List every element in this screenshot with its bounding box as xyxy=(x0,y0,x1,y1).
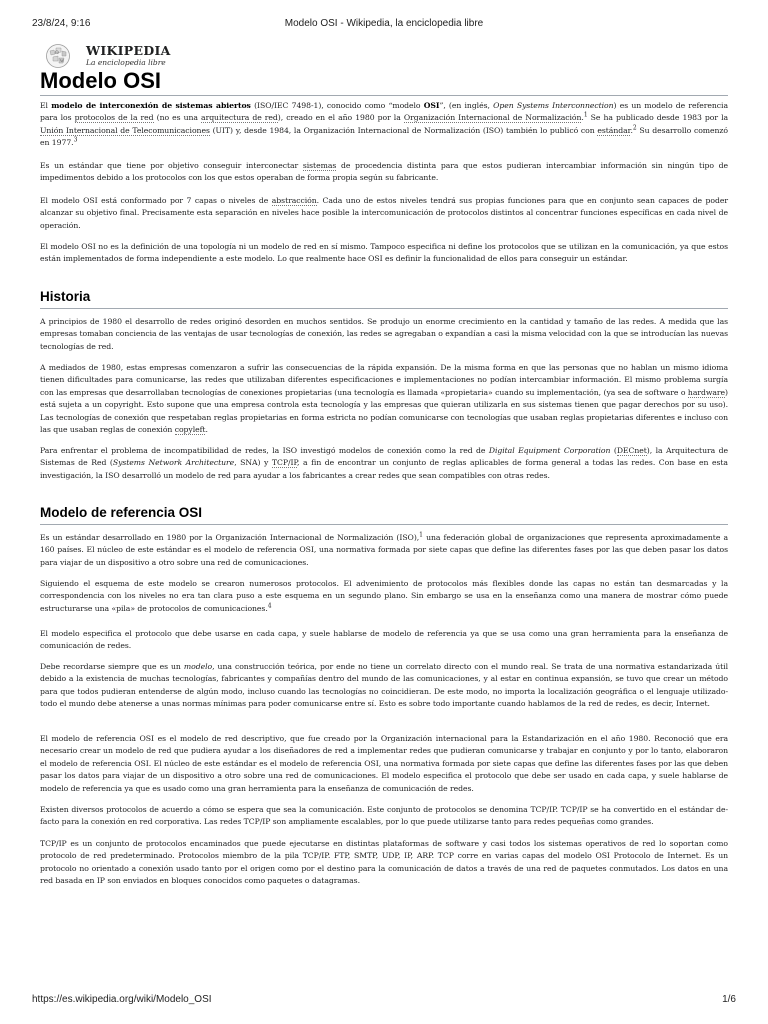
svg-text:W: W xyxy=(60,58,65,63)
text: . xyxy=(581,113,584,123)
reference-3[interactable]: 3 xyxy=(73,136,78,144)
text: , SNA) y xyxy=(234,458,272,468)
text: Es un estándar que tiene por objetivo conseguir interconectar xyxy=(40,161,303,170)
historia-paragraph-3 xyxy=(40,445,728,482)
text: ) está sujeta a un copyright. Esto supone que una empresa controla esta tecnología y las empresas que quieran utilizarla en sus sistemas tienen que pagar derechos por su uso). Las tecnologías de conexión que respetaban reglas propietarias en forma estricta no podían comunicarse con tecnologías que usaban reglas propietarias diferentes e incluso con las que usaban reglas de conexión xyxy=(40,387,728,435)
text: Se ha publicado desde 1983 por la xyxy=(587,113,729,123)
print-footer xyxy=(32,994,736,1008)
print-url[interactable]: https://es.wikipedia.org/wiki/Modelo_OSI xyxy=(32,994,212,1005)
text: El xyxy=(40,101,52,110)
text: ”, (en inglés, xyxy=(439,101,494,110)
text: . xyxy=(205,425,208,435)
text: Siguiendo el esquema de este modelo se crearon numerosos protocolos. El advenimiento de protocolos más flexibles donde las capas no están tan desmarcadas y la correspondencia con los niveles no era tan clara puso a este esquema en un segundo plano. Sin embargo se usa en la enseñanza como una manera de mostrar cómo puede estructurarse una «pila» de protocolos de comunicaciones. xyxy=(40,579,728,613)
link-decnet[interactable]: DECnet xyxy=(616,446,647,455)
modelo-paragraph-3: El modelo especifica el protocolo que debe usarse en cada capa, y suele hablarse de modelo de referencia ya que se usa como una gran herramienta para la enseñanza de comunicación de redes. xyxy=(40,629,728,651)
italic-term: modelo xyxy=(183,662,213,671)
modelo-paragraph-7: TCP/IP es un conjunto de protocolos encaminados que puede ejecutarse en distintas plataformas de software y casi todos los sistemas operativos de red lo soportan como protocolo de red predeterminado. Protocolos miembro de la pila TCP/IP. FTP, SMTP, UDP, IP, ARP. TCP corre en varias capas del modelo OSI Protocolo de Internet. Es un protocolo no orientado a conexión usado tanto por el origen como por el destino para la comunicación de datos a través de una red de paquetes conmutados. Los datos en una red basada en IP son enviados en bloques conocidos como paquetes o datagramas. xyxy=(40,839,728,886)
link-tcp-ip[interactable]: TCP/IP xyxy=(271,458,298,468)
link-uit[interactable]: Unión Internacional de Telecomunicaciones xyxy=(40,125,210,135)
text: Su desarrollo comenzó en 1977. xyxy=(40,125,729,148)
wikipedia-wordmark: WIKIPEDIA xyxy=(86,43,171,58)
title-divider xyxy=(40,95,728,96)
text: (no es una xyxy=(153,113,202,123)
text: , a fin de encontrar un conjunto de reglas aplicables de forma general a todas las redes. Con base en esta investigación, la ISO desarrolló un modelo de red para ayudar a los fabricantes a crear redes que sean compatibles con otras redes. xyxy=(40,458,728,480)
text: A mediados de 1980, estas empresas comenzaron a sufrir las consecuencias de la rápida expansión. De la misma forma en que las personas que no hablan un mismo idioma tienen dificultades para comunicarse, las redes que utilizaban diferentes especificaciones e implementaciones no podían intercambiar información. El mismo problema surgía con las empresas que desarrollaban tecnologías de conexiones propietarias (una tecnología es llamada «propietaria» cuando su implementación, (ya sea de software o xyxy=(40,363,728,397)
text: Es un estándar desarrollado en 1980 por la Organización Internacional de Normalización (ISO), xyxy=(40,533,420,542)
print-datetime: 23/8/24, 9:16 xyxy=(32,18,91,29)
print-header xyxy=(32,18,736,32)
text: . xyxy=(630,125,633,135)
text: , una construcción teórica, por ende no tiene un correlato directo con el mundo real. Se trata de una normativa estandarizada útil debido a la existencia de muchas tecnologías, fabricantes y compañías dentro del mundo de las comunicaciones, y al estar en continua expansión, se tuvo que crear un método para que todos pudieran entenderse de algún modo, incluso cuando las tecnologías no coincidieran. De este modo, no importa la localización geográfica o el lenguaje utilizado- todo el mundo debe atenerse a unas normas mínimas para poder comunicarse entre sí. Esto es sobre todo importante cuando hablamos de la red de redes, es decir, Internet. xyxy=(40,662,728,709)
text: Debe recordarse siempre que es un xyxy=(40,662,184,671)
print-page-number: 1/6 xyxy=(722,994,736,1005)
intro-paragraph-2 xyxy=(40,160,728,185)
text: (UIT) y, desde 1984, la Organización Internacional de Normalización (ISO) también lo publicó con xyxy=(209,125,598,135)
reference-2[interactable]: 2 xyxy=(632,124,637,132)
text: . Cada uno de estos niveles tendrá sus propias funciones para que en conjunto sean capaces de poder alcanzar su objetivo final. Precisamente esta separación en niveles hace posible la intercomunicación de protocolos distintos al concentrar funciones específicas en cada nivel de operación. xyxy=(40,196,728,230)
section-divider xyxy=(40,524,728,525)
historia-paragraph-1: A principios de 1980 el desarrollo de redes originó desorden en muchos sentidos. Se produjo un enorme crecimiento en la cantidad y tamaño de las redes. A medida que las empresas tomaban conciencia de las ventajas de usar tecnologías de conexión, las redes se agregaban o expandían a casi la misma velocidad con la que se introducían las nuevas tecnologías de red. xyxy=(40,317,728,351)
wikipedia-globe-icon xyxy=(44,43,80,69)
intro-paragraph-3 xyxy=(40,195,728,232)
page-title: Modelo OSI xyxy=(40,68,161,93)
text: Para enfrentar el problema de incompatibilidad de redes, la ISO investigó modelos de conexión como la red de xyxy=(40,446,489,455)
link-estandar[interactable]: estándar xyxy=(597,125,631,135)
text: ) es un modelo de referencia para los xyxy=(40,101,728,123)
link-organizacion-internacional[interactable]: Organización Internacional de Normalización xyxy=(403,113,582,123)
reference-1[interactable]: 1 xyxy=(583,111,588,119)
italic-term: Systems Network Architecture xyxy=(112,458,235,468)
svg-text:Ω: Ω xyxy=(55,51,59,56)
modelo-paragraph-5: El modelo de referencia OSI es el modelo de red descriptivo, que fue creado por la Organización internacional para la Estandarización en el año 1980. Reconoció que era necesario crear un modelo de red que pudiera ayudar a los diseñadores de red a implementar redes que pudieran comunicarse y trabajar en conjunto y por lo tanto, elaboraron el modelo de referencia OSI. El núcleo de este estándar es el modelo de referencia OSI, una normativa formada por siete capas que define las diferentes fases por las que deben pasar los datos para viajar de un dispositivo a otro sobre una red de comunicaciones. El modelo especifica el protocolo que debe ser usado en cada capa, y suele hablarse de modelo de referencia ya que es usado como una gran herramienta para la enseñanza de comunicación de redes. xyxy=(40,734,728,793)
section-heading-historia: Historia xyxy=(40,289,91,304)
link-sistemas[interactable]: sistemas xyxy=(302,161,337,170)
modelo-paragraph-2 xyxy=(40,578,728,615)
text: de procedencia distinta para que estos pudieran intercambiar información sin ningún tipo de impedimentos debido a los protocolos con los que estos operaban de forma propia según su fabricante. xyxy=(40,161,728,183)
link-protocolos-de-red[interactable]: protocolos de la red xyxy=(74,113,154,123)
print-page-title: Modelo OSI - Wikipedia, la enciclopedia libre xyxy=(284,18,484,29)
text: ), creado en el año 1980 por la xyxy=(277,113,404,123)
italic-term: Digital Equipment Corporation xyxy=(488,446,611,455)
italic-term: Open Systems Interconnection xyxy=(493,101,614,110)
section-heading-modelo-referencia: Modelo de referencia OSI xyxy=(40,505,203,520)
text: ( xyxy=(610,446,617,455)
modelo-paragraph-6: Existen diversos protocolos de acuerdo a cómo se espera que sea la comunicación. Este conjunto de protocolos se denomina TCP/IP. TCP/IP se ha convertido en el estándar de-facto para la conexión en red corporativa. Las redes TCP/IP son ampliamente escalables, por lo que puede utilizarse tanto para redes pequeñas como grandes. xyxy=(40,805,728,827)
intro-paragraph-4: El modelo OSI no es la definición de una topología ni un modelo de red en sí mismo. Tampoco especifica ni define los protocolos que se utilizan en la comunicación, ya que estos están implementados de forma independiente a este modelo. Lo que realmente hace OSI es definir la funcionalidad de ellos para conseguir un estándar. xyxy=(40,242,728,264)
reference-1[interactable]: 1 xyxy=(419,531,423,539)
link-arquitectura-de-red[interactable]: arquitectura de red xyxy=(201,113,278,123)
link-copyleft[interactable]: copyleft xyxy=(174,425,206,435)
bold-term: modelo de interconexión de sistemas abiertos xyxy=(51,101,251,110)
modelo-paragraph-1 xyxy=(40,532,728,569)
link-abstraccion[interactable]: abstracción xyxy=(271,196,317,205)
intro-paragraph-1 xyxy=(40,100,728,150)
text: El modelo OSI está conformado por 7 capas o niveles de xyxy=(40,196,272,205)
modelo-paragraph-4 xyxy=(40,661,728,711)
text: ), la Arquitectura de Sistemas de Red ( xyxy=(40,446,728,468)
historia-paragraph-2 xyxy=(40,362,728,436)
reference-4[interactable]: 4 xyxy=(267,602,272,610)
bold-term-osi: OSI xyxy=(423,101,440,110)
text: (ISO/IEC 7498-1), conocido como “modelo xyxy=(250,101,424,110)
link-hardware[interactable]: hardware xyxy=(687,387,726,397)
section-divider xyxy=(40,308,728,309)
wikipedia-tagline: La enciclopedia libre xyxy=(86,58,166,67)
text: una federación global de organizaciones que representa aproximadamente a 160 países. El núcleo de este estándar es el modelo de referencia OSI, una normativa formada por siete capas que define las diferentes fases por las que deben pasar los datos para viajar de un dispositivo a otro sobre una red de comunicaciones. xyxy=(40,533,728,567)
